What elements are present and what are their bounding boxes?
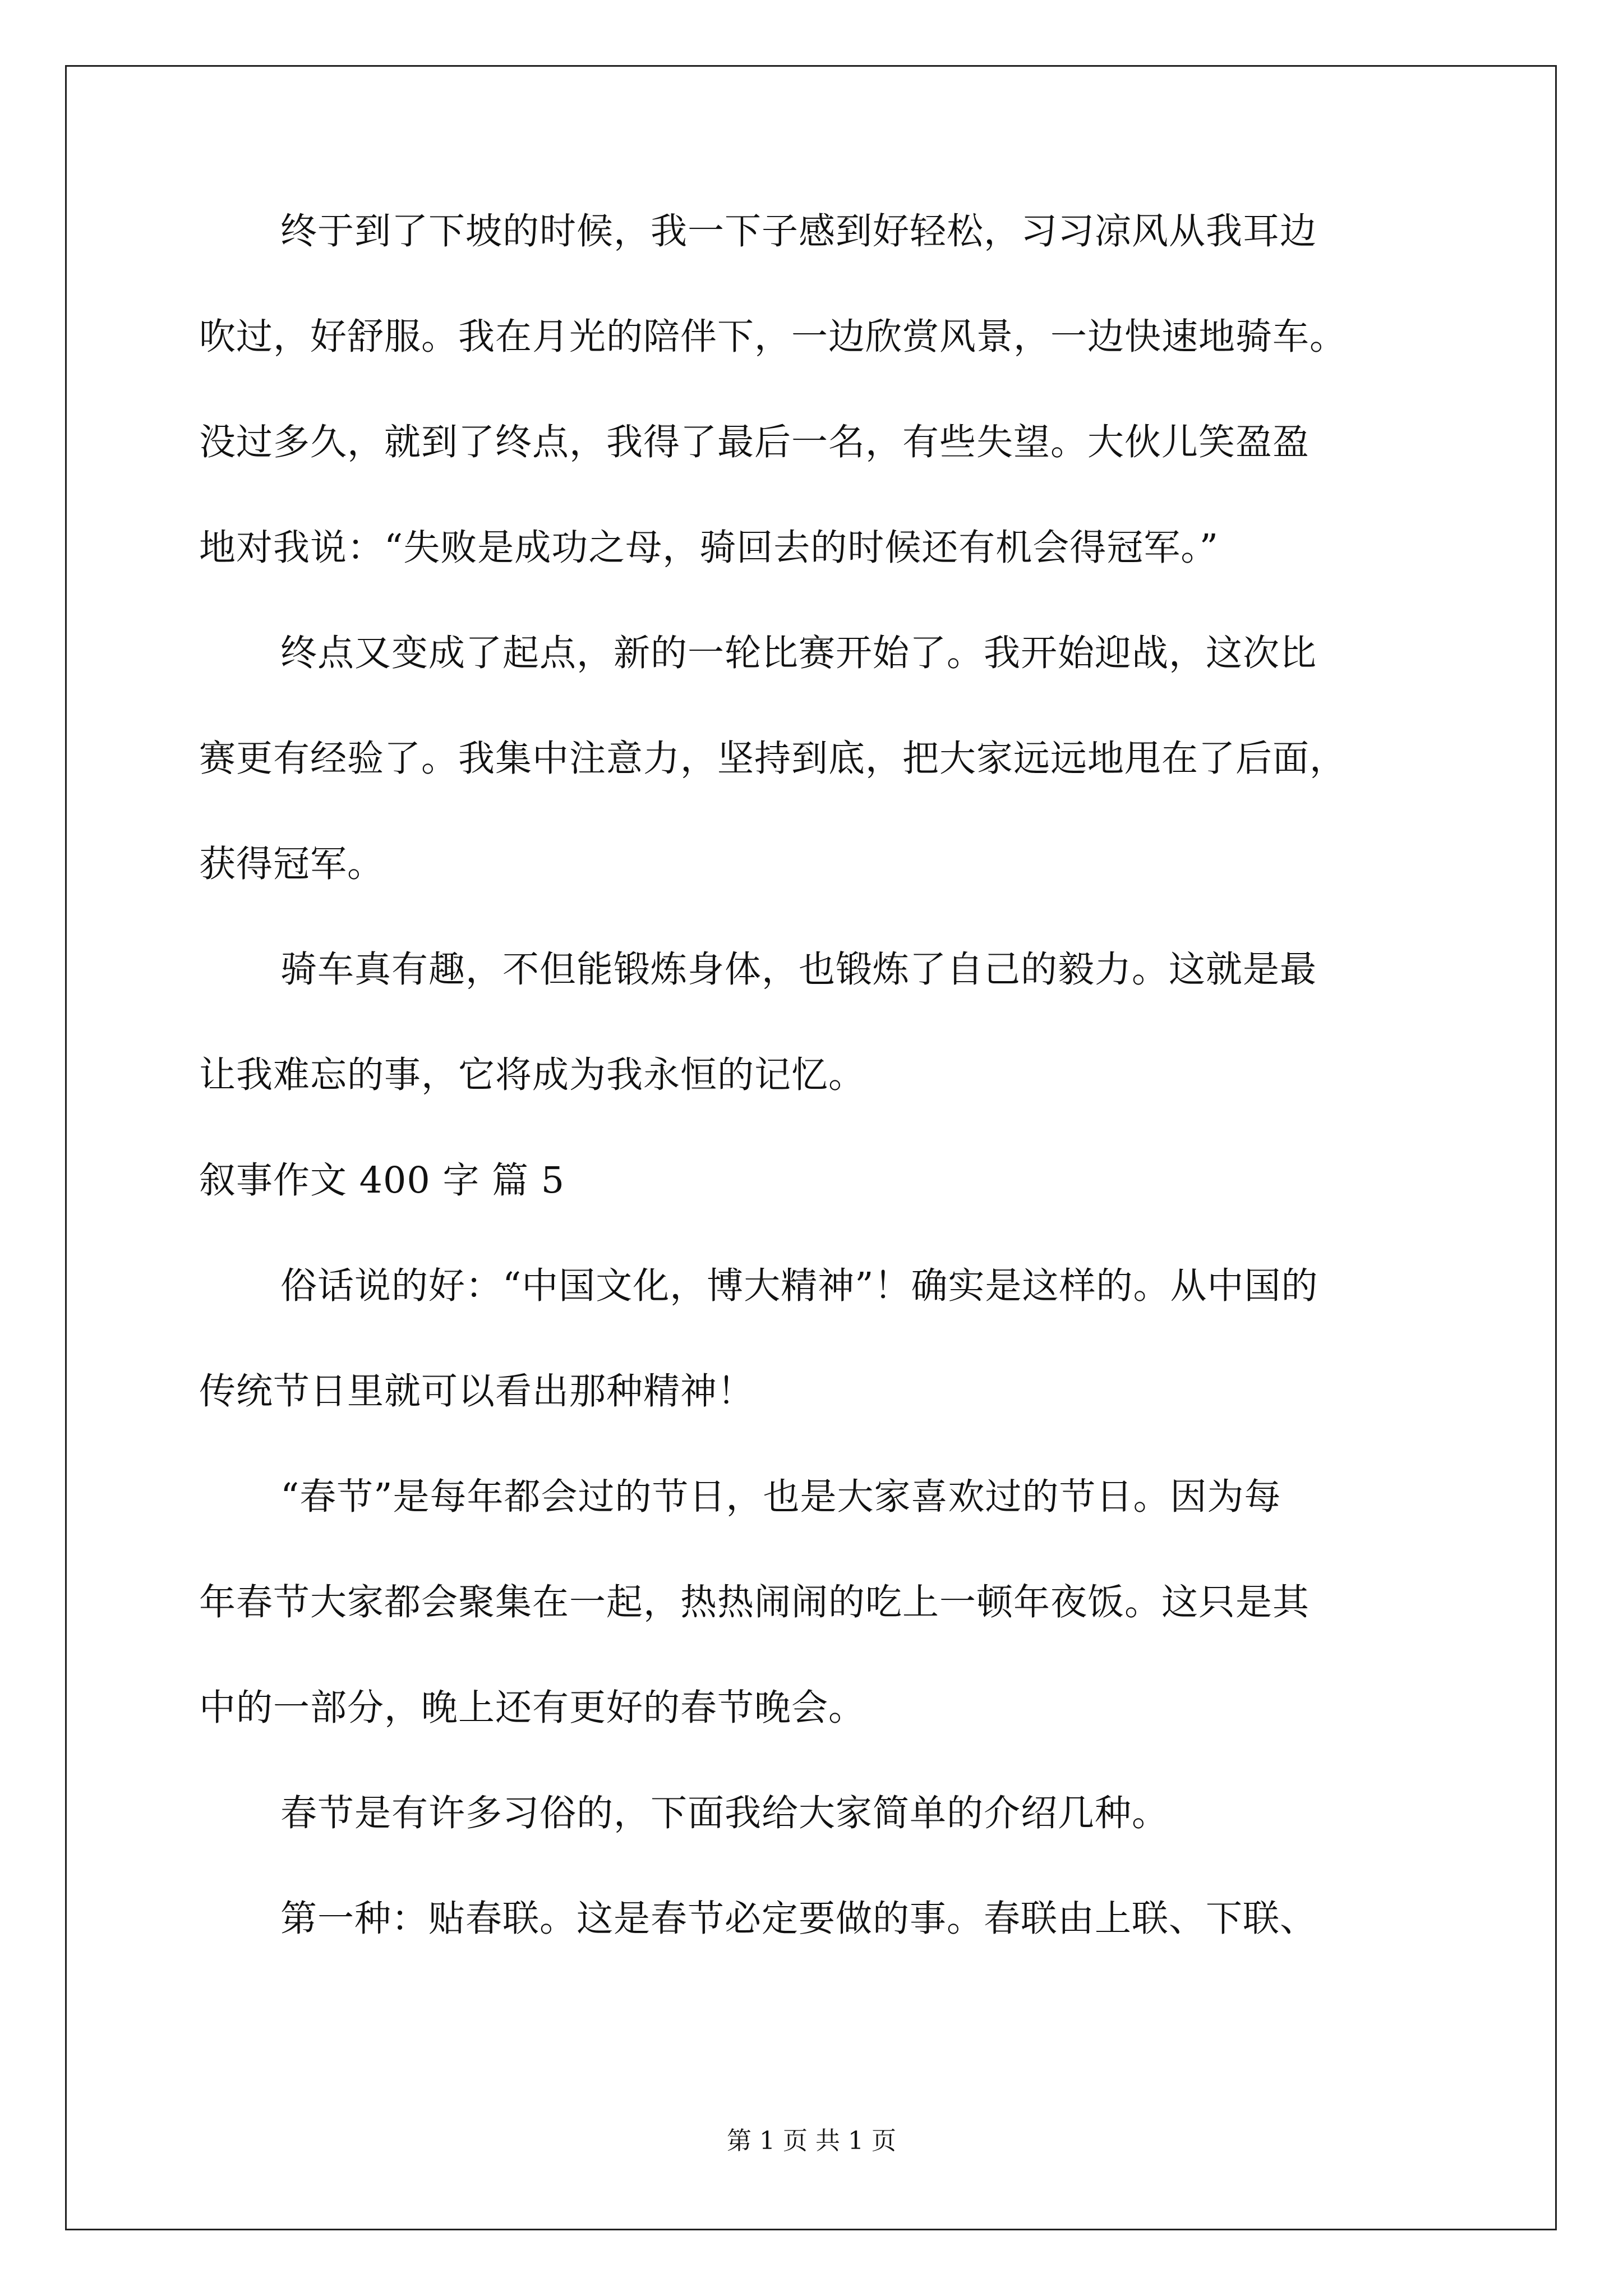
document-body (199, 210, 1433, 2006)
text-line: 中的一部分，晚上还有更好的春节晚会。 (199, 1687, 866, 1729)
text-line: 第一种：贴春联。这是春节必定要做的事。春联由上联、下联、 (280, 1898, 1317, 1940)
text-line: “春节”是每年都会过的节日，也是大家喜欢过的节日。因为每 (280, 1476, 1281, 1518)
text-line: 俗话说的好：“中国文化，博大精神”！确实是这样的。从中国的 (280, 1265, 1318, 1307)
text-line: 终点又变成了起点，新的一轮比赛开始了。我开始迎战，这次比 (280, 632, 1317, 674)
text-line: 传统节日里就可以看出那种精神！ (199, 1370, 755, 1412)
text-line: 赛更有经验了。我集中注意力，坚持到底，把大家远远地甩在了后面， (199, 738, 1347, 780)
text-line: 让我难忘的事，它将成为我永恒的记忆。 (199, 1054, 866, 1096)
text-line: 骑车真有趣，不但能锻炼身体，也锻炼了自己的毅力。这就是最 (280, 949, 1317, 991)
text-line: 终于到了下坡的时候，我一下子感到好轻松，习习凉风从我耳边 (280, 210, 1317, 252)
text-line: 地对我说：“失败是成功之母，骑回去的时候还有机会得冠军。” (199, 527, 1219, 569)
text-line: 吹过，好舒服。我在月光的陪伴下，一边欣赏风景，一边快速地骑车。 (199, 316, 1347, 358)
text-line: 年春节大家都会聚集在一起，热热闹闹的吃上一顿年夜饭。这只是其 (199, 1581, 1310, 1623)
section-heading: 叙事作文 400 字 篇 5 (199, 1159, 565, 1202)
text-line: 获得冠军。 (199, 843, 385, 885)
page-footer: 第 1 页 共 1 页 (727, 2127, 896, 2155)
text-line: 春节是有许多习俗的，下面我给大家简单的介绍几种。 (280, 1792, 1169, 1834)
text-line: 没过多久，就到了终点，我得了最后一名，有些失望。大伙儿笑盈盈 (199, 421, 1310, 463)
